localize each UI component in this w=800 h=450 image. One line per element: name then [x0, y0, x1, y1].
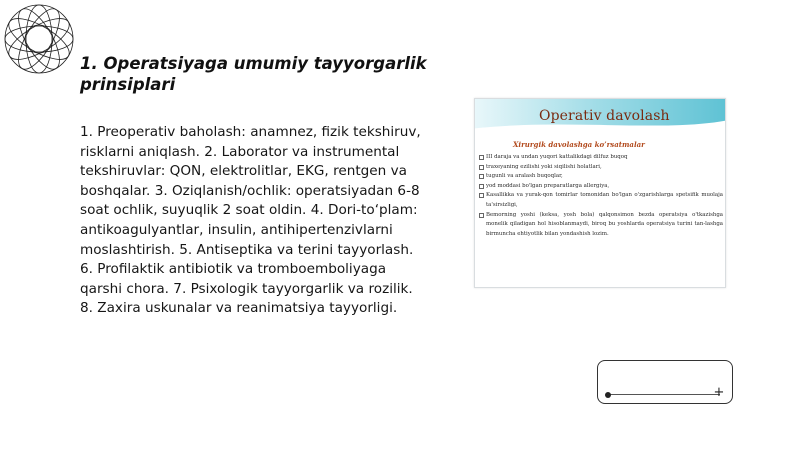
checkbox-bullet-icon — [479, 184, 484, 189]
decorative-ornament-icon — [2, 2, 76, 76]
checkbox-bullet-icon — [479, 193, 484, 198]
checkbox-bullet-icon — [479, 174, 484, 179]
thumbnail-title: Operativ davolash — [539, 108, 670, 124]
list-item: traxeyaning ezilishi yoki siqilishi holatlari, — [479, 163, 723, 173]
slide-body-text: 1. Preoperativ baholash: anamnez, fizik tekshiruv, risklarni aniqlash. 2. Laborator va instrumental tekshiruvlar: QON, elektrolitlar, EKG, rentgen va boshqalar. 3. Oziqlanish/ochlik: operatsiyadan 6-8 soat ochlik, suyuqlik 2 soat oldin. 4. Dori-to‘plam: antikoagulyantlar, insulin, antihipertenzivlarni moslashtirish. 5. Antiseptika va terini tayyorlash. 6. Profilaktik antibiotik va tromboemboliyaga qarshi chora. 7. Psixologik tayyorgarlik va rozilik. 8. Zaxira uskunalar va reanimatsiya tayyorligi. — [80, 124, 421, 317]
thumbnail-subtitle: Xirurgik davolashga ko’rsatmalar — [513, 140, 645, 149]
thumbnail-list — [479, 153, 723, 239]
list-item: yod moddasi bo'lgan preparatlarga allergiya, — [479, 182, 723, 192]
checkbox-bullet-icon — [479, 155, 484, 160]
slide-thumbnail-image — [474, 98, 726, 288]
list-item: Bemorning yoshi (keksa, yosh bola) qalqonsimon bezda operatsiya o'tkazishga monelik qiladigan hol hisoblanmaydi, biroq bu yoshlarda operatsiya turini tan-lashga birmuncha ehtiyotlik bilan yondashish lozim. — [479, 211, 723, 240]
list-item: tugunli va aralash buqoqlar, — [479, 172, 723, 182]
media-control-panel[interactable] — [597, 360, 733, 404]
list-item: Kasallikka va yurak-qon tomirlar tomonidan bo'lgan o'zgarishlarga spetsifik muolaja ta'sirsizligi, — [479, 191, 723, 210]
checkbox-bullet-icon — [479, 165, 484, 170]
progress-slider-knob[interactable] — [605, 392, 611, 398]
list-item: III daraja va undan yuqori kattalikdagi dilfuz buqoq — [479, 153, 723, 163]
slide-title: 1. Operatsiyaga umumiy tayyorgarlik prinsiplari — [80, 54, 427, 94]
plus-icon[interactable]: + — [713, 385, 725, 400]
checkbox-bullet-icon — [479, 213, 484, 218]
progress-slider-track[interactable] — [607, 394, 720, 395]
